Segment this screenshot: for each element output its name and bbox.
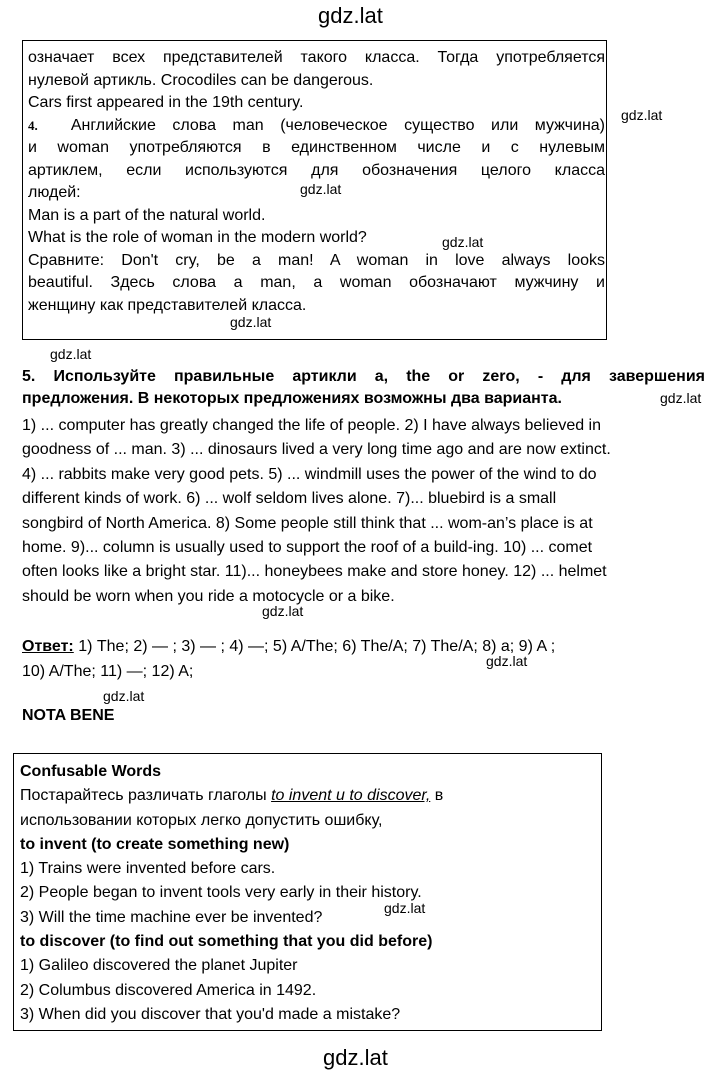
invent-example: 2) People began to invent tools very early in their history. — [20, 884, 422, 902]
answer-values: 1) The; 2) — ; 3) — ; 4) —; 5) A/The; 6) The/A; 7) The/A; 8) a; 9) A ; — [73, 638, 556, 655]
note-example: What is the role of woman in the modern world? — [28, 229, 367, 246]
exercise-line: goodness of ... man. 3) ... dinosaurs lived a very long time ago and are now extinct. — [22, 441, 611, 459]
exercise-line: should be worn when you ride a motocycle or a bike. — [22, 587, 395, 605]
note-example: Man is a part of the natural world. — [28, 206, 266, 224]
watermark-top: gdz.lat — [318, 3, 383, 28]
note-line: людей: — [28, 184, 81, 201]
answer-line — [22, 634, 705, 659]
watermark-bottom: gdz.lat — [323, 1045, 388, 1070]
item-number: 4. — [28, 117, 38, 133]
watermark: gdz.lat — [660, 390, 702, 406]
exercise-line: 4) ... rabbits make very good pets. 5) ... windmill uses the power of the wind to do — [22, 465, 597, 483]
watermark: gdz.lat — [300, 181, 342, 197]
confusable-title: Confusable Words — [20, 763, 162, 780]
watermark: gdz.lat — [50, 346, 92, 362]
exercise-line: home. 9)... column is usually used to support the roof of a build-ing. 10) ... comet — [22, 539, 593, 557]
note-line: beautiful. Здесь слова a man, a woman обозначают мужчину и — [28, 274, 605, 291]
answer-block — [22, 634, 705, 684]
note-line: Сравните: Don't cry, be a man! A woman in love always looks — [28, 251, 605, 269]
heading-line: предложения. В некоторых предложениях возможны два варианта. — [22, 390, 562, 407]
confusable-intro-line: использовании которых легко допустить ошибку, — [20, 811, 383, 829]
nota-bene-title: NOTA BENE — [22, 707, 115, 724]
note-line: нулевой артикль. Crocodiles can be dangerous. — [28, 71, 374, 89]
answer-label: Ответ: — [22, 638, 74, 655]
watermark: gdz.lat — [442, 234, 484, 250]
note-item-4 — [28, 115, 605, 138]
exercise-heading — [22, 366, 705, 410]
exercise-line: songbird of North America. 8) Some people still think that ... wom-an’s place is at — [22, 514, 593, 532]
exercise-line: different kinds of work. 6) ... wolf seldom lives alone. 7)... bluebird is a small — [22, 490, 557, 508]
exercise-line: 1) ... computer has greatly changed the life of people. 2) I have always believed in — [22, 417, 602, 434]
intro-text: в — [430, 787, 444, 805]
note-line: женщину как представителей класса. — [28, 296, 307, 314]
note-line: Английские слова man (человеческое существо или мужчина) — [70, 116, 605, 134]
heading-line: 5. Используйте правильные артикли a, the or zero, - для завершения — [22, 368, 705, 385]
note-line: и woman употребляются в единственном числе и с нулевым — [28, 139, 605, 156]
discover-example: 2) Columbus discovered America in 1492. — [20, 981, 317, 999]
discover-example: 1) Galileo discovered the planet Jupiter — [20, 957, 298, 975]
note-line: Cars first appeared in the 19th century. — [28, 94, 304, 111]
exercise-body — [22, 414, 705, 609]
confusable-words-text — [20, 760, 598, 1027]
intro-highlight: to invent u to discover, — [271, 787, 431, 805]
invent-example: 1) Trains were invented before cars. — [20, 860, 276, 878]
discover-example: 3) When did you discover that you'd made a mistake? — [20, 1005, 401, 1023]
watermark: gdz.lat — [103, 688, 145, 704]
note-line: означает всех представителей такого класса. Тогда употребляется — [28, 49, 605, 66]
confusable-intro — [20, 784, 598, 808]
note-line: артиклем, если используются для обозначения целого класса — [28, 161, 605, 179]
watermark: gdz.lat — [262, 603, 304, 619]
intro-text: Постарайтесь различать глаголы — [20, 787, 272, 805]
watermark: gdz.lat — [486, 653, 528, 669]
exercise-line: often looks like a bright star. 11)... honeybees make and store honey. 12) ... helmet — [22, 563, 607, 581]
watermark: gdz.lat — [621, 107, 663, 123]
discover-heading: to discover (to find out something that you did before) — [20, 933, 433, 951]
invent-heading: to invent (to create something new) — [20, 835, 290, 853]
watermark: gdz.lat — [384, 900, 426, 916]
answer-line: 10) A/The; 11) —; 12) A; — [22, 663, 194, 680]
watermark: gdz.lat — [230, 314, 272, 330]
grammar-note-text — [28, 47, 605, 317]
invent-example: 3) Will the time machine ever be invented? — [20, 908, 323, 926]
